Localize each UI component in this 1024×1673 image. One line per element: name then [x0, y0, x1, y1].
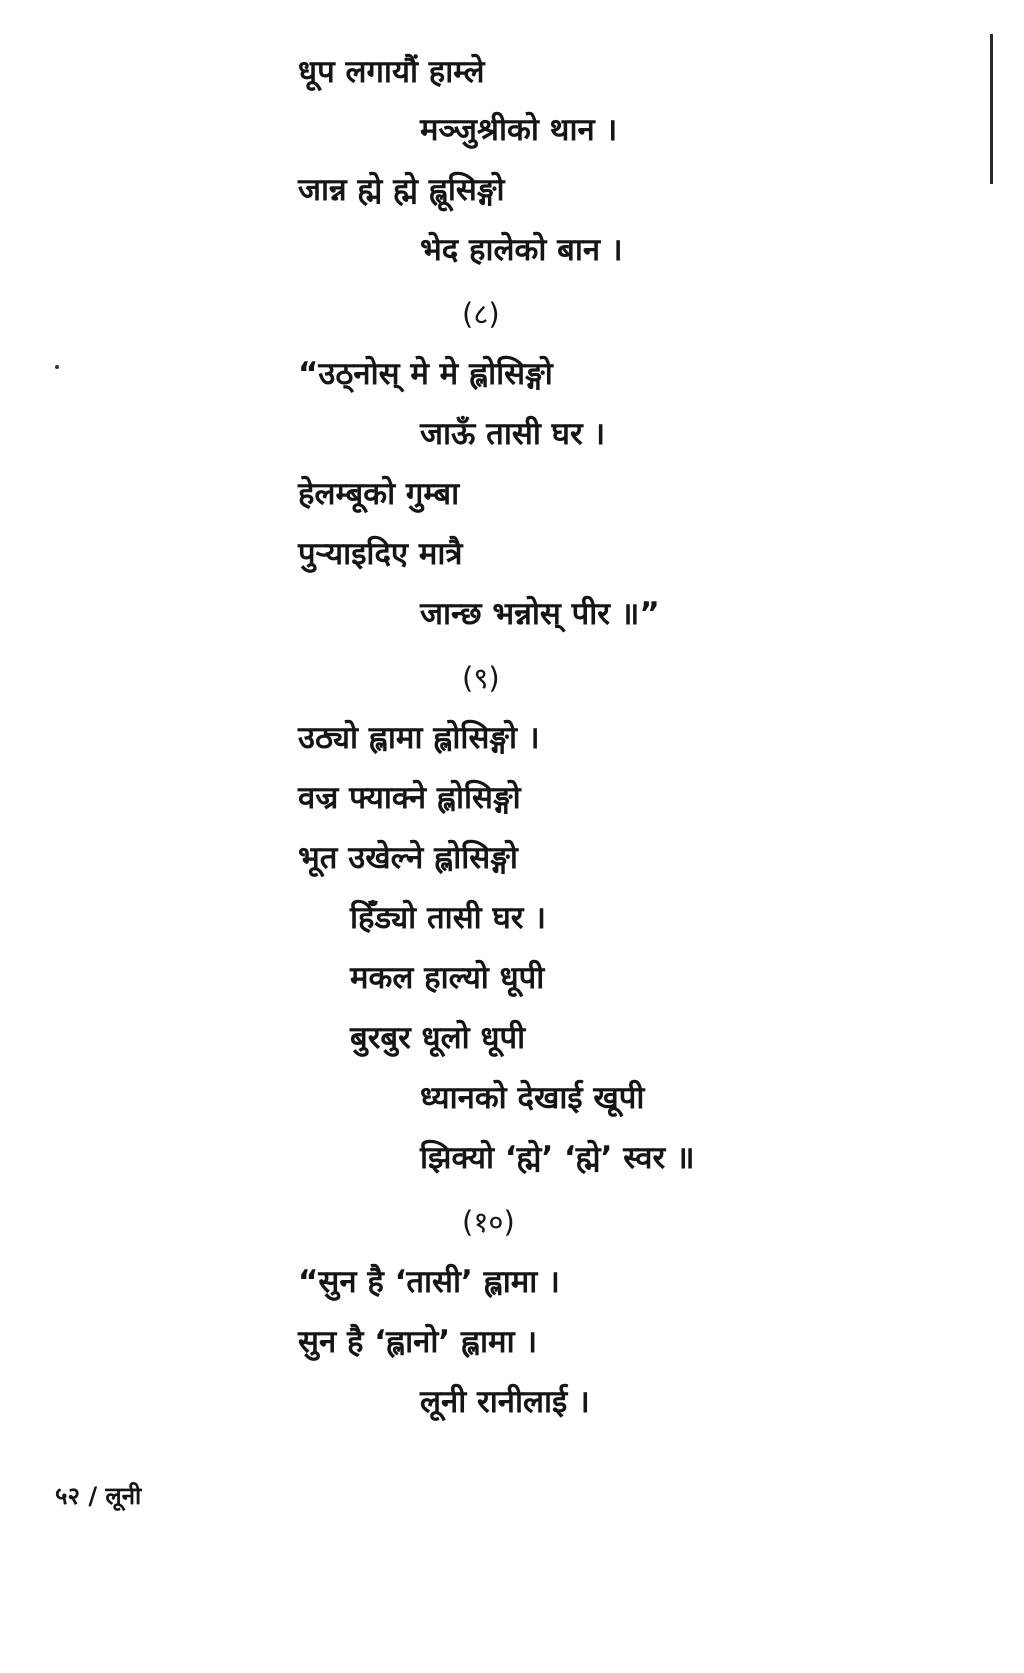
verse-line: पुऱ्याइदिए मात्रै	[298, 536, 463, 572]
verse-line: लूनी रानीलाई ।	[420, 1384, 590, 1420]
verse-line: जान्छ भन्नोस् पीर ॥”	[420, 596, 660, 632]
stanza-number: (१०)	[462, 1205, 515, 1239]
verse-line: मकल हाल्यो धूपी	[350, 960, 545, 996]
verse-line: मञ्जुश्रीको थान ।	[420, 112, 618, 148]
verse-line: सुन है ‘ह्लानो’ ह्लामा ।	[298, 1324, 538, 1360]
verse-line: “उठ्नोस् मे मे ह्लोसिङ्गो	[298, 356, 553, 392]
verse-line: भूत उखेल्ने ह्लोसिङ्गो	[298, 840, 518, 876]
verse-line: उठ्यो ह्लामा ह्लोसिङ्गो ।	[298, 720, 540, 756]
verse-line: वज्र फ्याक्ने ह्लोसिङ्गो	[298, 780, 521, 816]
verse-line: ध्यानको देखाई खूपी	[420, 1080, 645, 1116]
stanza-number: (९)	[462, 661, 500, 695]
verse-line: हेलम्बूको गुम्बा	[298, 476, 460, 512]
verse-line: जाऊँ तासी घर ।	[420, 416, 606, 452]
verse-line: धूप लगायौं हाम्ले	[298, 54, 485, 90]
page-footer: ५२ / लूनी	[55, 1482, 142, 1510]
stanza-number: (८)	[462, 297, 500, 331]
scan-speck	[55, 365, 59, 369]
page-edge-line	[990, 34, 993, 184]
verse-line: बुरबुर धूलो धूपी	[350, 1020, 526, 1056]
verse-line: हिँड्यो तासी घर ।	[350, 900, 547, 936]
verse-line: जान्न ह्मे ह्मे ह्लूसिङ्गो	[298, 172, 505, 208]
verse-line: “सुन है ‘तासी’ ह्लामा ।	[298, 1264, 560, 1300]
verse-line: झिक्यो ‘ह्मे’ ‘ह्मे’ स्वर ॥	[420, 1140, 695, 1176]
verse-line: भेद हालेको बान ।	[420, 232, 623, 268]
